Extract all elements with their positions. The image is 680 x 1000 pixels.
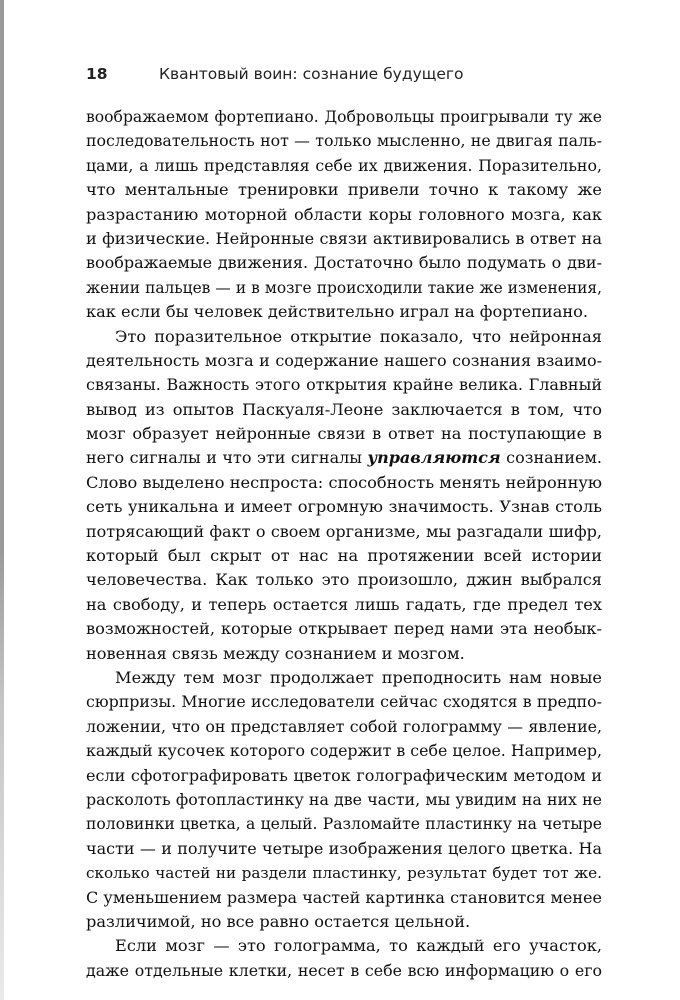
text-line: что ментальные тренировки привели точно к такому же <box>86 180 602 200</box>
text-line-with-emphasis <box>86 446 602 470</box>
text-line: части — и получите четыре изображения целого цветка. На <box>86 838 602 858</box>
text-line: Между тем мозг продолжает преподносить нам новые <box>115 667 602 687</box>
running-header <box>86 61 606 87</box>
text-line: если сфотографировать цветок голографическим методом и <box>86 765 602 785</box>
text-line: сколько частей ни раздели пластинку, результат будет тот же. <box>86 864 602 883</box>
text-line: даже отдельные клетки, несет в себе всю информацию о его <box>86 960 602 980</box>
text-line: вывод из опытов Паскуаля-Леоне заключается в том, что <box>86 399 602 419</box>
text-line: мозг образует нейронные связи в ответ на поступающие в <box>86 424 602 444</box>
text-line: воображаемые движения. Достаточно было подумать о дви- <box>86 253 602 273</box>
text-line: каждый кусочек которого содержит в себе целое. Например, <box>86 741 602 761</box>
text-line: сюрпризы. Многие исследователи сейчас сходятся в предпо- <box>86 692 602 712</box>
text-fragment: сознанием. <box>500 448 602 468</box>
text-line: расколоть фотопластинку на две части, мы увидим на них не <box>86 789 602 809</box>
page-number: 18 <box>86 65 108 83</box>
text-line: Слово выделено неспроста: способность менять нейронную <box>86 472 602 492</box>
text-line: разрастанию моторной области коры головного мозга, как <box>86 204 602 224</box>
text-line: различимой, но все равно остается цельной. <box>86 911 471 931</box>
text-line: деятельность мозга и содержание нашего сознания взаимо- <box>86 350 602 370</box>
paragraph-3 <box>86 666 602 934</box>
text-line: на свободу, и теперь остается лишь гадать, где предел тех <box>86 594 602 614</box>
text-line: цами, а лишь представляя себе их движения. Поразительно, <box>86 155 602 175</box>
text-line: сеть уникальна и имеет огромную значимость. Узнав столь <box>86 497 602 517</box>
emphasized-word: управляются <box>367 448 501 468</box>
text-line: С уменьшением размера частей картинка становится менее <box>86 887 602 907</box>
text-line: новенная связь между сознанием и мозгом. <box>86 643 465 663</box>
text-line: и физические. Нейронные связи активировались в ответ на <box>86 228 602 248</box>
text-line: потрясающий факт о своем организме, мы разгадали шифр, <box>86 521 602 541</box>
paragraph-2 <box>86 325 602 666</box>
text-line: жении пальцев — и в мозге происходили такие же изменения, <box>86 278 602 297</box>
paragraph-1 <box>86 105 602 325</box>
book-title: Квантовый воин: сознание будущего <box>158 65 464 83</box>
text-line: последовательность нот — только мысленно, не двигая паль- <box>86 131 602 151</box>
text-line: Это поразительное открытие показало, что нейронная <box>115 326 602 346</box>
text-line: воображаемом фортепиано. Добровольцы проигрывали ту же <box>86 108 602 126</box>
text-line: который был скрыт от нас на протяжении всей истории <box>86 546 602 566</box>
page-edge-shadow <box>0 0 4 1000</box>
paragraph-4 <box>86 934 602 983</box>
text-fragment: него сигналы и что эти сигналы <box>86 448 368 468</box>
text-line: ложении, что он представляет собой голограмму — явление, <box>86 716 602 736</box>
body-text <box>86 105 602 983</box>
text-line: как если бы человек действительно играл на фортепиано. <box>86 302 589 322</box>
text-line: связаны. Важность этого открытия крайне велика. Главный <box>86 375 602 395</box>
text-line: Если мозг — это голограмма, то каждый его участок, <box>115 936 602 956</box>
text-line: возможностей, которые открывает перед нами эта необык- <box>86 619 602 639</box>
text-line: половинки цветка, а целый. Разломайте пластинку на четыре <box>86 815 602 834</box>
text-line: человечества. Как только это произошло, джин выбрался <box>86 570 602 590</box>
